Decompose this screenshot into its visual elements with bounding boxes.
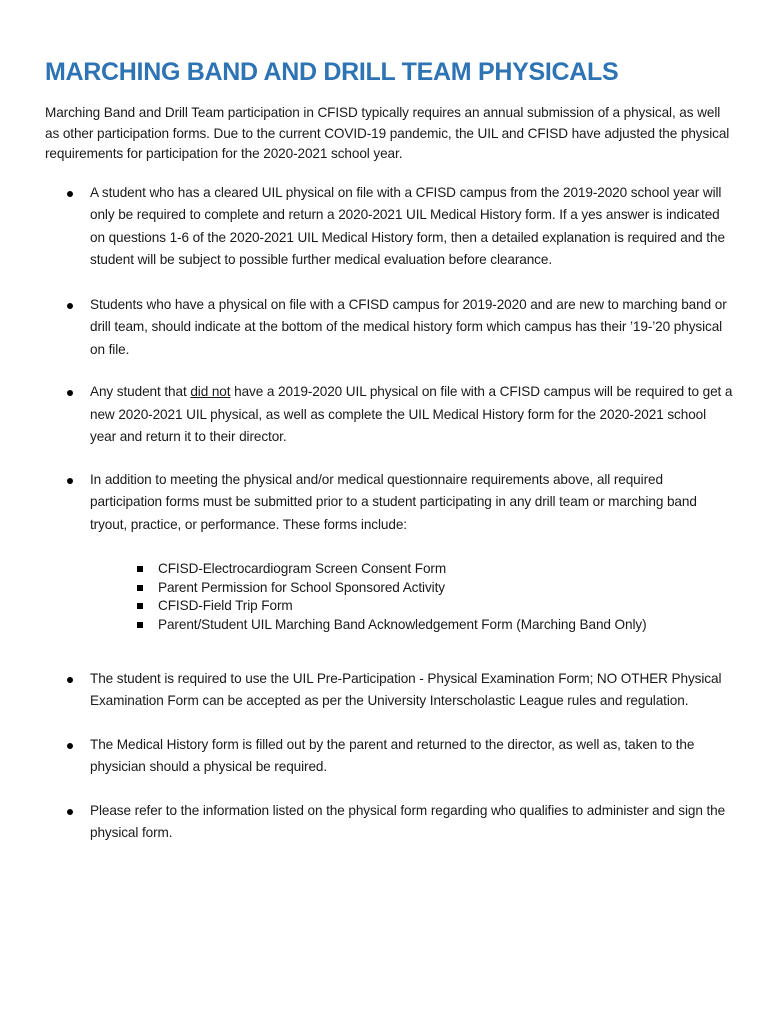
- form-item: [90, 579, 735, 598]
- form-item: [90, 616, 735, 635]
- bullet-icon: [67, 390, 73, 396]
- bullet-icon: [67, 191, 73, 197]
- form-name: Parent/Student UIL Marching Band Acknowledgement Form (Marching Band Only): [158, 617, 647, 633]
- list-item: [45, 294, 735, 362]
- square-bullet-icon: [137, 585, 143, 591]
- bullet-icon: [67, 677, 73, 683]
- list-item: [45, 668, 735, 713]
- form-item: [90, 597, 735, 616]
- bullet-icon: [67, 478, 73, 484]
- list-item-text: Students who have a physical on file with a CFISD campus for 2019-2020 and are new to marching band or drill team, should indicate at the bottom of the medical history form which campus has their ’19-’20 physical on file.: [90, 296, 727, 357]
- list-item-text: In addition to meeting the physical and/or medical questionnaire requirements above, all required participation forms must be submitted prior to a student participating in any drill team or marching band tryout, practice, or performance. These forms include:: [90, 471, 697, 532]
- form-name: CFISD-Field Trip Form: [158, 598, 293, 614]
- list-item: [45, 734, 735, 779]
- square-bullet-icon: [137, 622, 143, 628]
- list-item-text-end: have a 2019-2020 UIL physical on file with a CFISD campus will be required to get a new 2020-2021 UIL physical, as well as complete the UIL Medical History form for the 2020-2021 school year and return it to their director.: [90, 384, 733, 444]
- list-item: [45, 800, 735, 845]
- requirements-list: [45, 182, 735, 845]
- list-item: [45, 469, 735, 635]
- list-item-text: The student is required to use the UIL Pre-Participation - Physical Examination Form; NO OTHER Physical Examination Form can be accepted as per the University Interscholastic League rules and regulation.: [90, 670, 722, 709]
- intro-paragraph: Marching Band and Drill Team participation in CFISD typically requires an annual submission of a physical, as well as other participation forms. Due to the current COVID-19 pandemic, the UIL and CFISD have adjusted the physical requirements for participation for the 2020-2021 school year.: [45, 105, 730, 161]
- list-item-text: Please refer to the information listed on the physical form regarding who qualifies to administer and sign the physical form.: [90, 802, 726, 841]
- underlined-emphasis: did not: [190, 384, 231, 399]
- form-name: CFISD-Electrocardiogram Screen Consent Form: [158, 561, 447, 576]
- bullet-icon: [67, 809, 73, 815]
- form-name: Parent Permission for School Sponsored Activity: [158, 579, 445, 595]
- list-item: [45, 381, 735, 449]
- form-item: [90, 560, 735, 579]
- page-title: MARCHING BAND AND DRILL TEAM PHYSICALS: [45, 58, 619, 86]
- list-item-text-start: Any student that: [90, 384, 191, 399]
- square-bullet-icon: [137, 566, 143, 572]
- square-bullet-icon: [137, 603, 143, 609]
- required-forms-list: [90, 560, 735, 635]
- list-item-text: A student who has a cleared UIL physical on file with a CFISD campus from the 2019-2020 school year will only be required to complete and return a 2020-2021 UIL Medical History form. If a yes answer is indicated on questions 1-6 of the 2020-2021 UIL Medical History form, then a detailed explanation is required and the student will be subject to possible further medical evaluation before clearance.: [90, 184, 725, 267]
- bullet-icon: [67, 743, 73, 749]
- list-item-text: The Medical History form is filled out by the parent and returned to the director, as well as, taken to the physician should a physical be required.: [90, 736, 695, 775]
- bullet-icon: [67, 303, 73, 309]
- document-page: [45, 52, 735, 845]
- list-item: [45, 182, 735, 272]
